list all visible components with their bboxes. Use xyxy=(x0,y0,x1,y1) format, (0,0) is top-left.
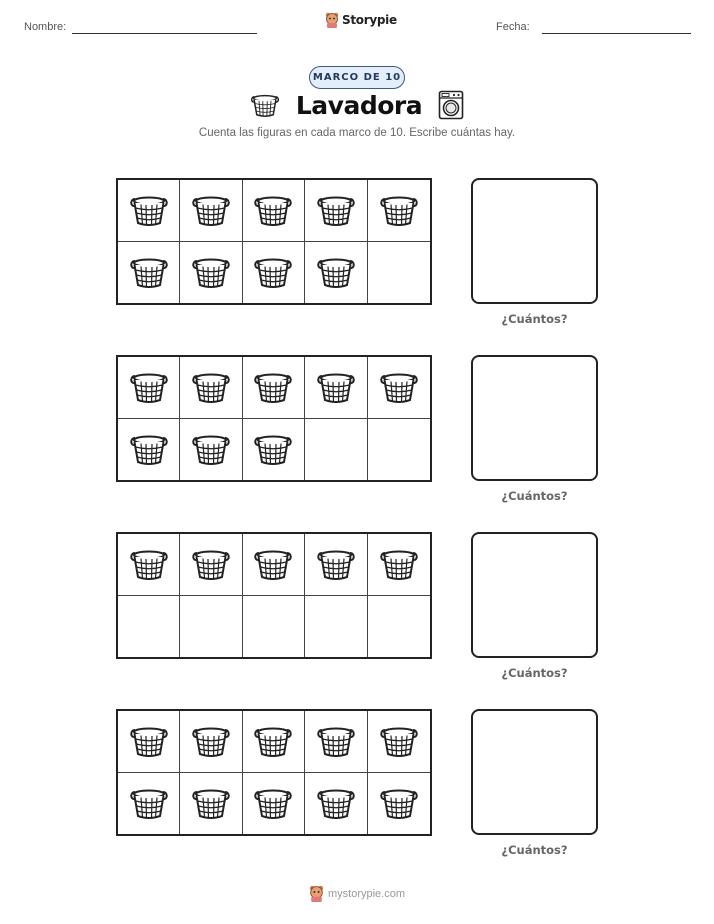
footer-url: mystorypie.com xyxy=(327,887,406,900)
frame-cell xyxy=(118,534,180,596)
footer xyxy=(0,885,714,902)
laundry-basket-icon xyxy=(253,783,293,823)
laundry-basket-icon xyxy=(191,252,231,292)
laundry-basket-icon xyxy=(253,544,293,584)
frame-cell xyxy=(118,357,180,419)
answer-label: ¿Cuántos? xyxy=(501,312,568,326)
frame-cell xyxy=(305,596,367,658)
laundry-basket-icon xyxy=(316,544,356,584)
frame-cell xyxy=(180,711,242,773)
frame-cell xyxy=(180,596,242,658)
frame-cell xyxy=(118,180,180,242)
frame-cell xyxy=(305,773,367,835)
storypie-logo-icon xyxy=(325,12,339,28)
frame-cell xyxy=(243,711,305,773)
laundry-basket-icon xyxy=(129,367,169,407)
laundry-basket-icon xyxy=(253,429,293,469)
frame-cell xyxy=(368,773,430,835)
ten-frame xyxy=(116,532,432,659)
frame-cell xyxy=(305,419,367,481)
frame-cell xyxy=(368,711,430,773)
frame-cell xyxy=(118,419,180,481)
answer-label: ¿Cuántos? xyxy=(501,843,568,857)
ten-frame xyxy=(116,178,432,305)
laundry-basket-icon xyxy=(379,190,419,230)
frame-cell xyxy=(305,534,367,596)
laundry-basket-icon xyxy=(316,190,356,230)
frame-cell xyxy=(368,357,430,419)
storypie-logo-icon xyxy=(309,885,324,902)
laundry-basket-icon xyxy=(253,252,293,292)
frame-cell xyxy=(243,419,305,481)
frame-cell xyxy=(180,419,242,481)
laundry-basket-icon xyxy=(253,190,293,230)
laundry-basket-icon xyxy=(191,783,231,823)
frame-cell xyxy=(243,180,305,242)
frame-cell xyxy=(180,180,242,242)
laundry-basket-icon xyxy=(316,721,356,761)
instructions: Cuenta las figuras en cada marco de 10. Escribe cuántas hay. xyxy=(198,127,516,139)
brand-name: Storypie xyxy=(342,13,397,27)
frame-cell xyxy=(368,534,430,596)
laundry-basket-icon xyxy=(129,190,169,230)
laundry-basket-icon xyxy=(379,544,419,584)
frame-cell xyxy=(243,242,305,304)
ten-frame xyxy=(116,355,432,482)
frame-cell xyxy=(180,357,242,419)
frame-cell xyxy=(243,773,305,835)
frame-cell xyxy=(243,596,305,658)
laundry-basket-icon xyxy=(191,429,231,469)
frame-cell xyxy=(368,242,430,304)
frame-cell xyxy=(368,596,430,658)
laundry-basket-icon xyxy=(250,90,280,120)
date-label: Fecha: xyxy=(496,21,530,33)
washing-machine-icon xyxy=(438,90,464,120)
laundry-basket-icon xyxy=(191,367,231,407)
laundry-basket-icon xyxy=(191,544,231,584)
laundry-basket-icon xyxy=(253,367,293,407)
frame-cell xyxy=(118,711,180,773)
frame-cell xyxy=(243,534,305,596)
worksheet-type-badge: MARCO DE 10 xyxy=(309,66,405,89)
answer-label: ¿Cuántos? xyxy=(501,489,568,503)
frame-cell xyxy=(368,419,430,481)
laundry-basket-icon xyxy=(253,721,293,761)
page-title: Lavadora xyxy=(295,90,423,120)
frame-cell xyxy=(118,596,180,658)
frame-cell xyxy=(180,773,242,835)
laundry-basket-icon xyxy=(379,367,419,407)
answer-box[interactable] xyxy=(471,355,598,481)
frame-cell xyxy=(180,534,242,596)
laundry-basket-icon xyxy=(129,252,169,292)
frame-cell xyxy=(368,180,430,242)
answer-label: ¿Cuántos? xyxy=(501,666,568,680)
frame-cell xyxy=(118,773,180,835)
frame-cell xyxy=(305,357,367,419)
laundry-basket-icon xyxy=(379,721,419,761)
answer-box[interactable] xyxy=(471,532,598,658)
laundry-basket-icon xyxy=(129,429,169,469)
answer-box[interactable] xyxy=(471,178,598,304)
laundry-basket-icon xyxy=(316,252,356,292)
laundry-basket-icon xyxy=(129,721,169,761)
laundry-basket-icon xyxy=(129,783,169,823)
laundry-basket-icon xyxy=(379,783,419,823)
name-label: Nombre: xyxy=(24,21,67,33)
title-row xyxy=(0,90,714,120)
date-line[interactable] xyxy=(542,33,691,34)
frame-cell xyxy=(118,242,180,304)
frame-cell xyxy=(305,180,367,242)
frame-cell xyxy=(305,242,367,304)
name-line[interactable] xyxy=(72,33,257,34)
frame-cell xyxy=(243,357,305,419)
answer-box[interactable] xyxy=(471,709,598,835)
laundry-basket-icon xyxy=(316,783,356,823)
frame-cell xyxy=(180,242,242,304)
laundry-basket-icon xyxy=(191,721,231,761)
laundry-basket-icon xyxy=(129,544,169,584)
laundry-basket-icon xyxy=(316,367,356,407)
laundry-basket-icon xyxy=(191,190,231,230)
frame-cell xyxy=(305,711,367,773)
brand-logo xyxy=(325,12,397,28)
ten-frame xyxy=(116,709,432,836)
